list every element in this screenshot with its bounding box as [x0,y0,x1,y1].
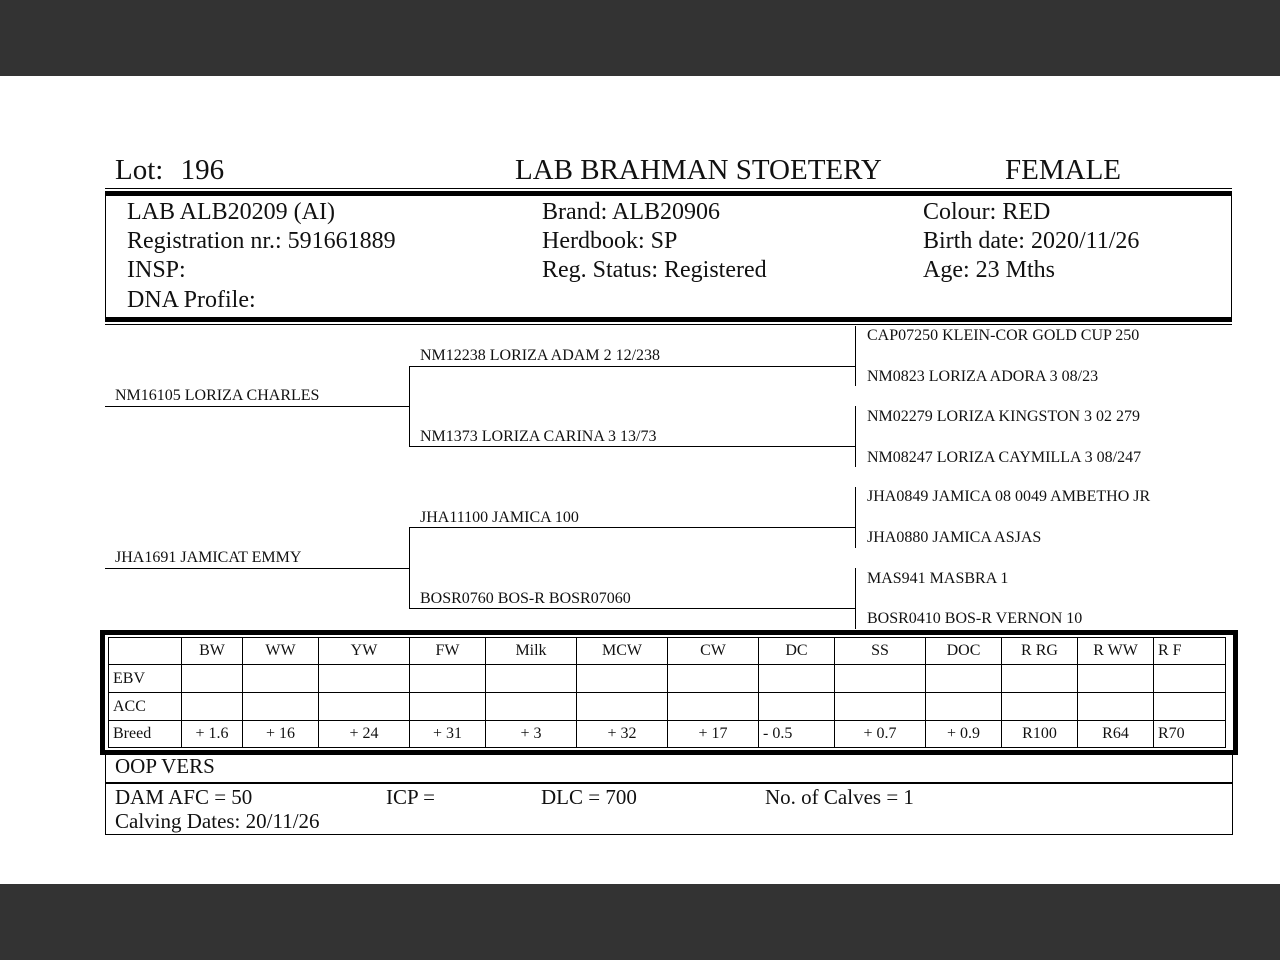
col-yw: YW [319,638,410,665]
dna-profile-label: DNA Profile: [127,287,256,313]
col-ss: SS [835,638,926,665]
ebv-cell [835,665,926,693]
birth-date: Birth date: 2020/11/26 [923,228,1140,254]
stud-name: LAB BRAHMAN STOETERY [515,154,882,186]
icp: ICP = [386,785,435,809]
dam-sire: JHA11100 JAMICA 100 [420,509,579,526]
ggp-bracket-4 [855,568,856,629]
sire-sire: NM12238 LORIZA ADAM 2 12/238 [420,347,661,364]
ggp-bracket-2 [855,406,856,467]
col-r-ww: R WW [1078,638,1154,665]
sire: NM16105 LORIZA CHARLES [115,387,320,404]
ebv-cell [1154,665,1226,693]
col-ww: WW [243,638,319,665]
sire-dam-line [409,446,856,447]
ggp-1: CAP07250 KLEIN-COR GOLD CUP 250 [867,327,1140,344]
oop-label: OOP VERS [115,754,215,778]
top-dark-band [0,0,1280,76]
col-r-rg: R RG [1002,638,1078,665]
dam: JHA1691 JAMICAT EMMY [115,549,302,566]
row-label-acc: ACC [109,693,182,721]
ebv-cell [486,665,577,693]
ebv-cell [668,665,759,693]
breed-ss: + 0.7 [835,721,926,748]
acc-cell [1078,693,1154,721]
bottom-dark-band [0,884,1280,960]
ggp-2: NM0823 LORIZA ADORA 3 08/23 [867,368,1099,385]
ggp-4: NM08247 LORIZA CAYMILLA 3 08/247 [867,449,1142,466]
breed-cw: + 17 [668,721,759,748]
breed-row [109,721,1226,748]
sire-bracket [409,366,410,447]
acc-cell [759,693,835,721]
ebv-row [109,665,1226,693]
breed-yw: + 24 [319,721,410,748]
breed-bw: + 1.6 [182,721,243,748]
acc-cell [243,693,319,721]
breed-milk: + 3 [486,721,577,748]
acc-cell [1002,693,1078,721]
header-rule-thin [105,188,1232,189]
sire-line [105,406,410,407]
dam-dam-line [409,608,856,609]
info-box-left-border [105,196,106,318]
row-label-breed: Breed [109,721,182,748]
col-r-f: R F [1154,638,1226,665]
acc-cell [410,693,486,721]
col-cw: CW [668,638,759,665]
acc-cell [577,693,668,721]
calving-dates: Calving Dates: 20/11/26 [115,809,320,833]
info-rule-thin [105,324,1232,325]
lot-label [115,154,224,187]
breed-doc: + 0.9 [926,721,1002,748]
acc-cell [668,693,759,721]
age: Age: 23 Mths [923,257,1055,283]
row-label-ebv: EBV [109,665,182,693]
dam-bracket [409,528,410,609]
col-mcw: MCW [577,638,668,665]
ggp-3: NM02279 LORIZA KINGSTON 3 02 279 [867,408,1141,425]
col-doc: DOC [926,638,1002,665]
dam-afc: DAM AFC = 50 [115,785,253,809]
acc-cell [835,693,926,721]
sire-sire-line [409,366,856,367]
ebv-cell [577,665,668,693]
ggp-bracket-1 [855,326,856,386]
herdbook: Herdbook: SP [542,228,678,254]
breed-fw: + 31 [410,721,486,748]
ggp-6: JHA0880 JAMICA ASJAS [867,529,1042,546]
col-dc: DC [759,638,835,665]
no-of-calves: No. of Calves = 1 [765,785,914,809]
ebv-header-row [109,638,1226,665]
insp-label: INSP: [127,257,186,283]
ebv-table [108,637,1226,748]
col-bw: BW [182,638,243,665]
breed-r-f: R70 [1154,721,1226,748]
acc-row [109,693,1226,721]
ebv-cell [319,665,410,693]
acc-cell [486,693,577,721]
ebv-cell [243,665,319,693]
oop-box [105,752,1233,783]
ebv-cell [759,665,835,693]
breed-r-rg: R100 [1002,721,1078,748]
dam-line [105,568,410,569]
ebv-cell [182,665,243,693]
ebv-cell [926,665,1002,693]
animal-name: LAB ALB20209 (AI) [127,199,335,225]
breed-r-ww: R64 [1078,721,1154,748]
ebv-cell [1078,665,1154,693]
brand: Brand: ALB20906 [542,199,720,225]
ebv-cell [1002,665,1078,693]
ebv-cell [410,665,486,693]
acc-cell [1154,693,1226,721]
info-box-right-border [1231,196,1232,318]
dam-dam: BOSR0760 BOS-R BOSR07060 [420,590,631,607]
lot-label-text: Lot: [115,154,164,186]
breed-dc: - 0.5 [759,721,835,748]
ggp-bracket-3 [855,487,856,548]
info-rule-thick [105,317,1232,322]
col-fw: FW [410,638,486,665]
ebv-header-corner [109,638,182,665]
colour: Colour: RED [923,199,1051,225]
dam-sire-line [409,527,856,528]
col-milk: Milk [486,638,577,665]
lot-number: 196 [180,154,225,186]
ggp-5: JHA0849 JAMICA 08 0049 AMBETHO JR [867,488,1151,505]
reg-status: Reg. Status: Registered [542,257,767,283]
header-rule-thick [105,191,1232,196]
sex-label: FEMALE [1005,154,1121,186]
ggp-8: BOSR0410 BOS-R VERNON 10 [867,610,1083,627]
acc-cell [926,693,1002,721]
dlc: DLC = 700 [541,785,637,809]
registration-number: Registration nr.: 591661889 [127,228,396,254]
sire-dam: NM1373 LORIZA CARINA 3 13/73 [420,428,657,445]
breed-ww: + 16 [243,721,319,748]
breed-mcw: + 32 [577,721,668,748]
acc-cell [319,693,410,721]
ggp-7: MAS941 MASBRA 1 [867,570,1009,587]
acc-cell [182,693,243,721]
